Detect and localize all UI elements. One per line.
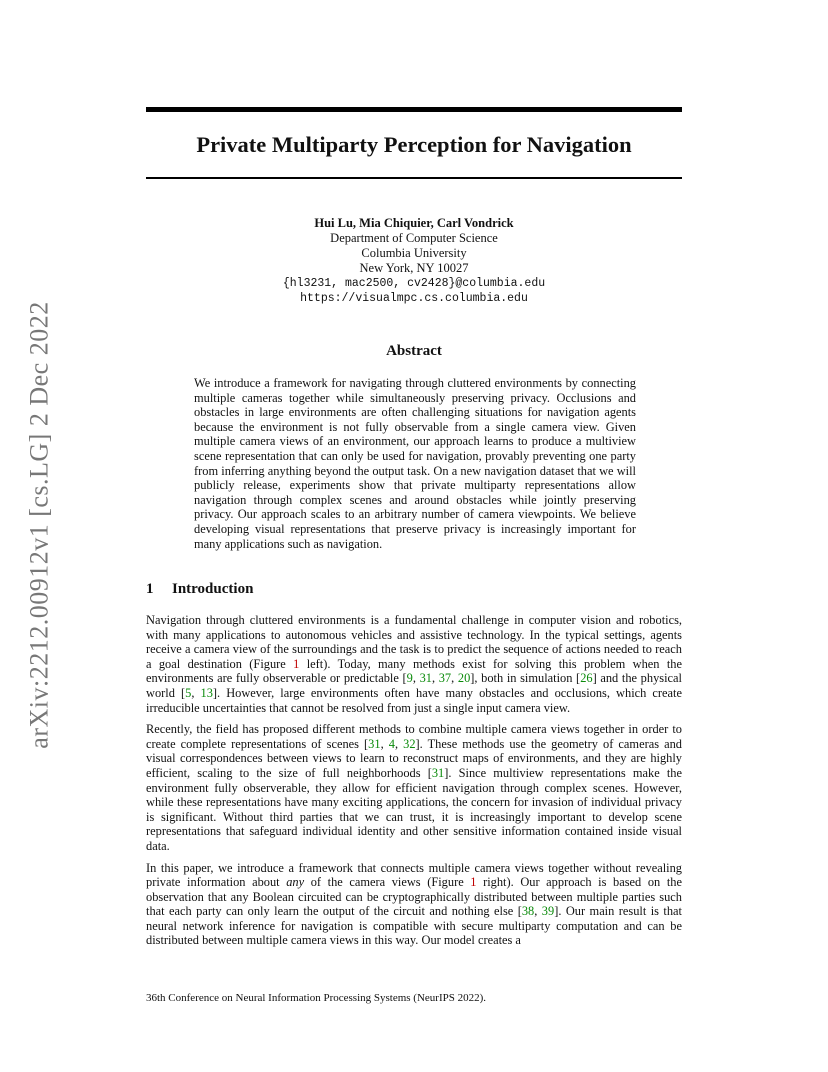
text-run: right). Our approach is based on the observation that any Boolean circuited can be cryptographically distributed between multiple parties such that each party can only learn the output of the circuit and nothing else [	[146, 875, 682, 919]
citation-link[interactable]: 31	[419, 671, 432, 686]
text-run: left). Today, many methods exist for solving this problem when the environments are fully observerable or predictable [	[146, 656, 682, 686]
text-run: of the camera views (Figure	[304, 875, 471, 890]
title-top-rule	[146, 107, 682, 112]
section-title: Introduction	[172, 581, 254, 597]
citation-link[interactable]: 39	[541, 904, 555, 919]
project-url[interactable]: https://visualmpc.cs.columbia.edu	[300, 292, 528, 305]
text-run: Navigation through cluttered environments is a fundamental challenge in computer vision and robotics, with many applications to autonomous vehicles and assistive technology. In the typical settings, agents receive a camera view of the surroundings and the task is to predict the sequence of actions needed to reach a goal destination (Figure	[146, 613, 682, 671]
text-run: ]. Since multiview representations make the environment fully observerable, they allow for efficient navigation through complex scenes. However, while these representations have many exciting applications, the concern for invasion of individual privacy is significant. Without third parties that we can trust, it is increasingly important to develop scene representations that safeguard individual identity and other sensitive information contained inside visual data.	[146, 765, 682, 853]
section-heading	[146, 581, 682, 598]
text-run: Recently, the field has proposed different methods to combine multiple camera views together in order to create complete representations of scenes [	[146, 722, 682, 751]
author-university: Columbia University	[361, 246, 467, 260]
author-emails: {hl3231, mac2500, cv2428}@columbia.edu	[282, 277, 546, 290]
citation-link[interactable]: 31	[368, 736, 381, 751]
citation-link[interactable]: 38	[521, 904, 535, 919]
arxiv-sidebar	[24, 290, 56, 760]
citation-link[interactable]: 37	[438, 671, 452, 686]
citation-link[interactable]: 9	[406, 671, 413, 686]
citation-link[interactable]: 13	[200, 685, 213, 700]
paragraph-1: Navigation through cluttered environments is a fundamental challenge in computer vision and robotics, with many applications to autonomous vehicles and assistive technology. In the typical settings, agents receive a camera view of the surroundings and the task is to predict the sequence of actions needed to reach a goal destination (Figure 1 left). Today, many methods exist for solving this problem when the environments are fully observerable or predictable [9, 31, 37, 20], both in simulation [26] and the physical world [5, 13]. However, large environments often have many obstacles and occlusions, which create irreducible uncertainties that cannot be resolved from just a single input camera view.	[146, 613, 682, 715]
conference-footer: 36th Conference on Neural Information Processing Systems (NeurIPS 2022).	[146, 992, 487, 1004]
citation-link[interactable]: 5	[185, 685, 192, 700]
text-run: ], both in simulation [	[470, 671, 581, 686]
citation-link[interactable]: 31	[431, 765, 445, 780]
paper-title: Private Multiparty Perception for Navigation	[196, 132, 632, 157]
text-run: ]. Our main result is that neural network inference for navigation is compatible with secure multiparty computation and can be distributed between multiple camera views in this way. Our model creates a	[146, 904, 683, 948]
emphasis-text: any	[286, 875, 305, 890]
paragraph-3: In this paper, we introduce a framework that connects multiple camera views together without revealing private information about any of the camera views (Figure 1 right). Our approach is based on the observation that any Boolean circuited can be cryptographically distributed between multiple parties such that each party can only learn the output of the circuit and nothing else [38, 39]. Our main result is that neural network inference for navigation is compatible with secure multiparty computation and can be distributed between multiple camera views in this way. Our model creates a	[146, 860, 683, 948]
author-department: Department of Computer Science	[330, 231, 498, 245]
author-names: Hui Lu, Mia Chiquier, Carl Vondrick	[314, 216, 514, 230]
paragraph-2: Recently, the field has proposed different methods to combine multiple camera views together in order to create complete representations of scenes [31, 4, 32]. These methods use the geometry of cameras and visual correspondences between views to learn to reconstruct maps of environments, and they are highly efficient, scaling to the size of full neighborhoods [31]. Since multiview representations make the environment fully observerable, they allow for efficient navigation through complex scenes. However, while these representations have many exciting applications, the concern for invasion of individual privacy is significant. Without third parties that we can trust, it is increasingly important to develop scene representations that safeguard individual identity and other sensitive information contained inside visual data.	[146, 722, 682, 853]
figure-ref[interactable]: 1	[293, 656, 300, 671]
title-bottom-rule	[146, 177, 682, 179]
text-run: ]. These methods use the geometry of cameras and visual correspondences between views to learn to reconstruct maps of environments, and they are highly efficient, scaling to the size of full neighborhoods [	[146, 736, 682, 780]
text-run: ] and the physical world [	[146, 671, 682, 700]
figure-ref[interactable]: 1	[470, 875, 477, 890]
section-number: 1	[146, 581, 154, 597]
citation-link[interactable]: 32	[403, 736, 416, 751]
citation-link[interactable]: 4	[388, 736, 395, 751]
citation-link[interactable]: 20	[457, 671, 471, 686]
abstract-heading: Abstract	[386, 343, 442, 359]
abstract-text: We introduce a framework for navigating through cluttered environments by connecting multiple cameras together while simultaneously preserving privacy. Occlusions and obstacles in large environments are often challenging situations for navigation agents because the environment is not fully observable from a single camera view. Given multiple camera views of an environment, our approach learns to produce a multiview scene representation that can only be used for navigation, provably preventing one party from inferring anything beyond the output task. On a new navigation dataset that we will publicly release, experiments show that private multiparty representations allow navigation through complex scenes and around obstacles while jointly preserving privacy. Our approach scales to an arbitrary number of camera viewpoints. We believe developing visual representations that preserve privacy is increasingly important for many applications such as navigation.	[194, 376, 636, 551]
author-location: New York, NY 10027	[359, 261, 469, 275]
citation-link[interactable]: 26	[580, 671, 593, 686]
introduction-body	[146, 613, 682, 955]
arxiv-identifier: arXiv:2212.00912v1 [cs.LG] 2 Dec 2022	[25, 301, 55, 749]
text-run: ]. However, large environments often have many obstacles and occlusions, which create irreducible uncertainties that cannot be resolved from just a single input camera view.	[146, 685, 682, 715]
text-run: In this paper, we introduce a framework that connects multiple camera views together without revealing private information about	[146, 860, 682, 890]
author-block	[146, 216, 682, 306]
